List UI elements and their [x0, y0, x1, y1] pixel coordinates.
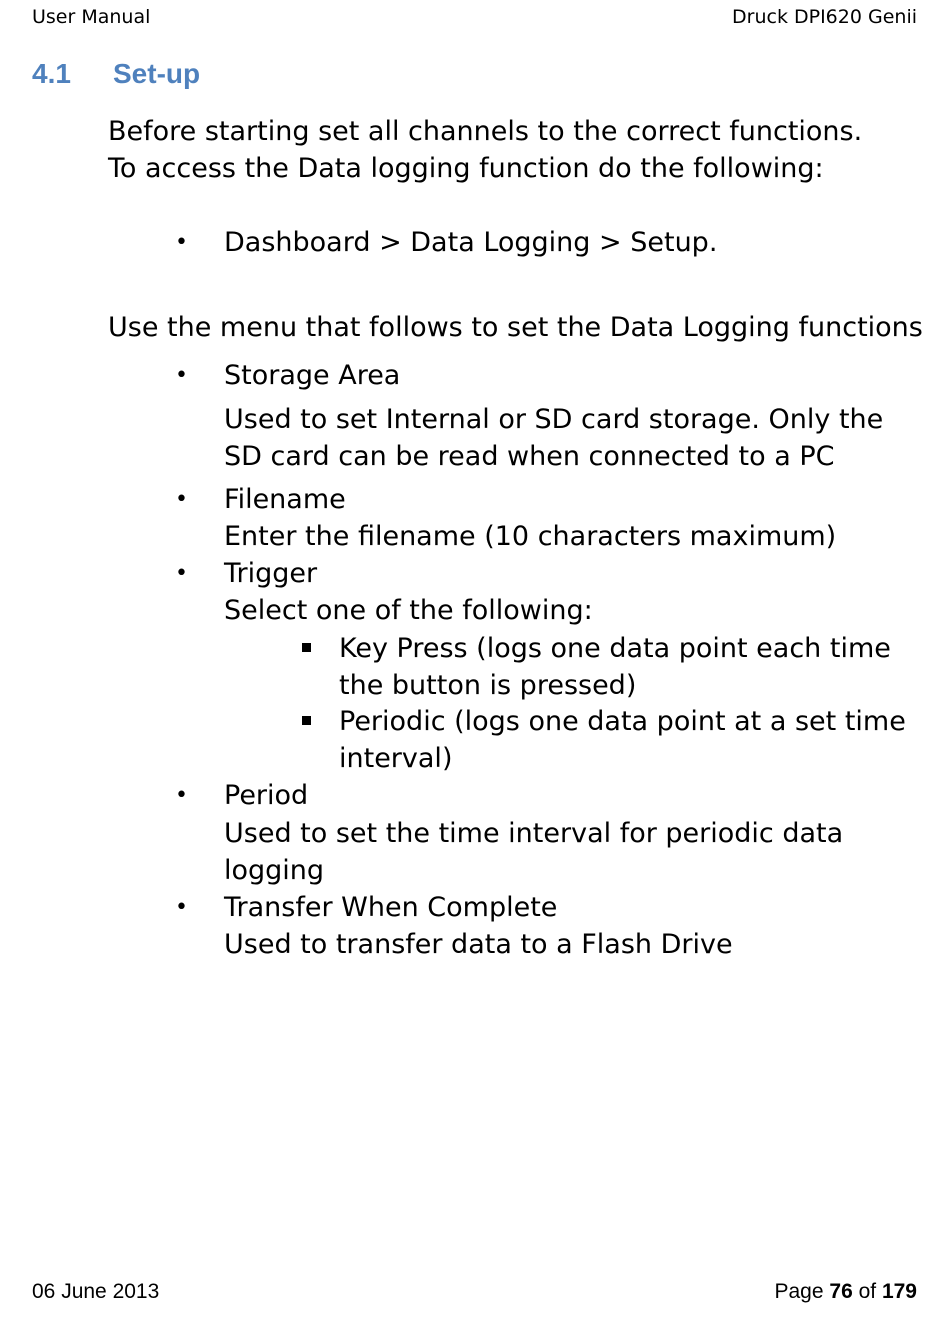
- option-text: Key Press (logs one data point each time: [339, 633, 891, 664]
- bullet-icon: •: [175, 561, 188, 586]
- bullet-icon: •: [175, 783, 188, 808]
- item-description: Enter the filename (10 characters maximum): [224, 521, 837, 552]
- item-description: logging: [224, 855, 325, 886]
- intro-line: To access the Data logging function do the following:: [108, 153, 824, 184]
- intro-line: Before starting set all channels to the correct functions.: [108, 116, 863, 147]
- item-description: Used to set the time interval for periodic data: [224, 818, 844, 849]
- menu-intro: Use the menu that follows to set the Data Logging functions: [108, 312, 923, 343]
- option-text: Periodic (logs one data point at a set time: [339, 706, 906, 737]
- bullet-icon: •: [175, 487, 188, 512]
- header-left: User Manual: [32, 6, 151, 28]
- bullet-icon: •: [175, 230, 188, 255]
- item-title: Transfer When Complete: [224, 892, 558, 923]
- item-description: Used to set Internal or SD card storage. Only the: [224, 404, 884, 435]
- section-number: 4.1: [32, 58, 71, 89]
- item-title: Period: [224, 780, 309, 811]
- header-right: Druck DPI620 Genii: [732, 6, 917, 28]
- item-description: SD card can be read when connected to a PC: [224, 441, 835, 472]
- nav-path: Dashboard > Data Logging > Setup.: [224, 227, 718, 258]
- item-description: Used to transfer data to a Flash Drive: [224, 929, 733, 960]
- page-number: Page 76 of 179: [774, 1280, 917, 1303]
- item-title: Trigger: [224, 558, 318, 589]
- section-title: Set-up: [113, 58, 201, 89]
- item-description: Select one of the following:: [224, 595, 593, 626]
- item-title: Filename: [224, 484, 346, 515]
- square-bullet-icon: [302, 716, 311, 725]
- square-bullet-icon: [302, 643, 311, 652]
- option-text: interval): [339, 743, 453, 774]
- footer-date: 06 June 2013: [32, 1280, 160, 1303]
- bullet-icon: •: [175, 363, 188, 388]
- item-title: Storage Area: [224, 360, 401, 391]
- bullet-icon: •: [175, 895, 188, 920]
- option-text: the button is pressed): [339, 670, 637, 701]
